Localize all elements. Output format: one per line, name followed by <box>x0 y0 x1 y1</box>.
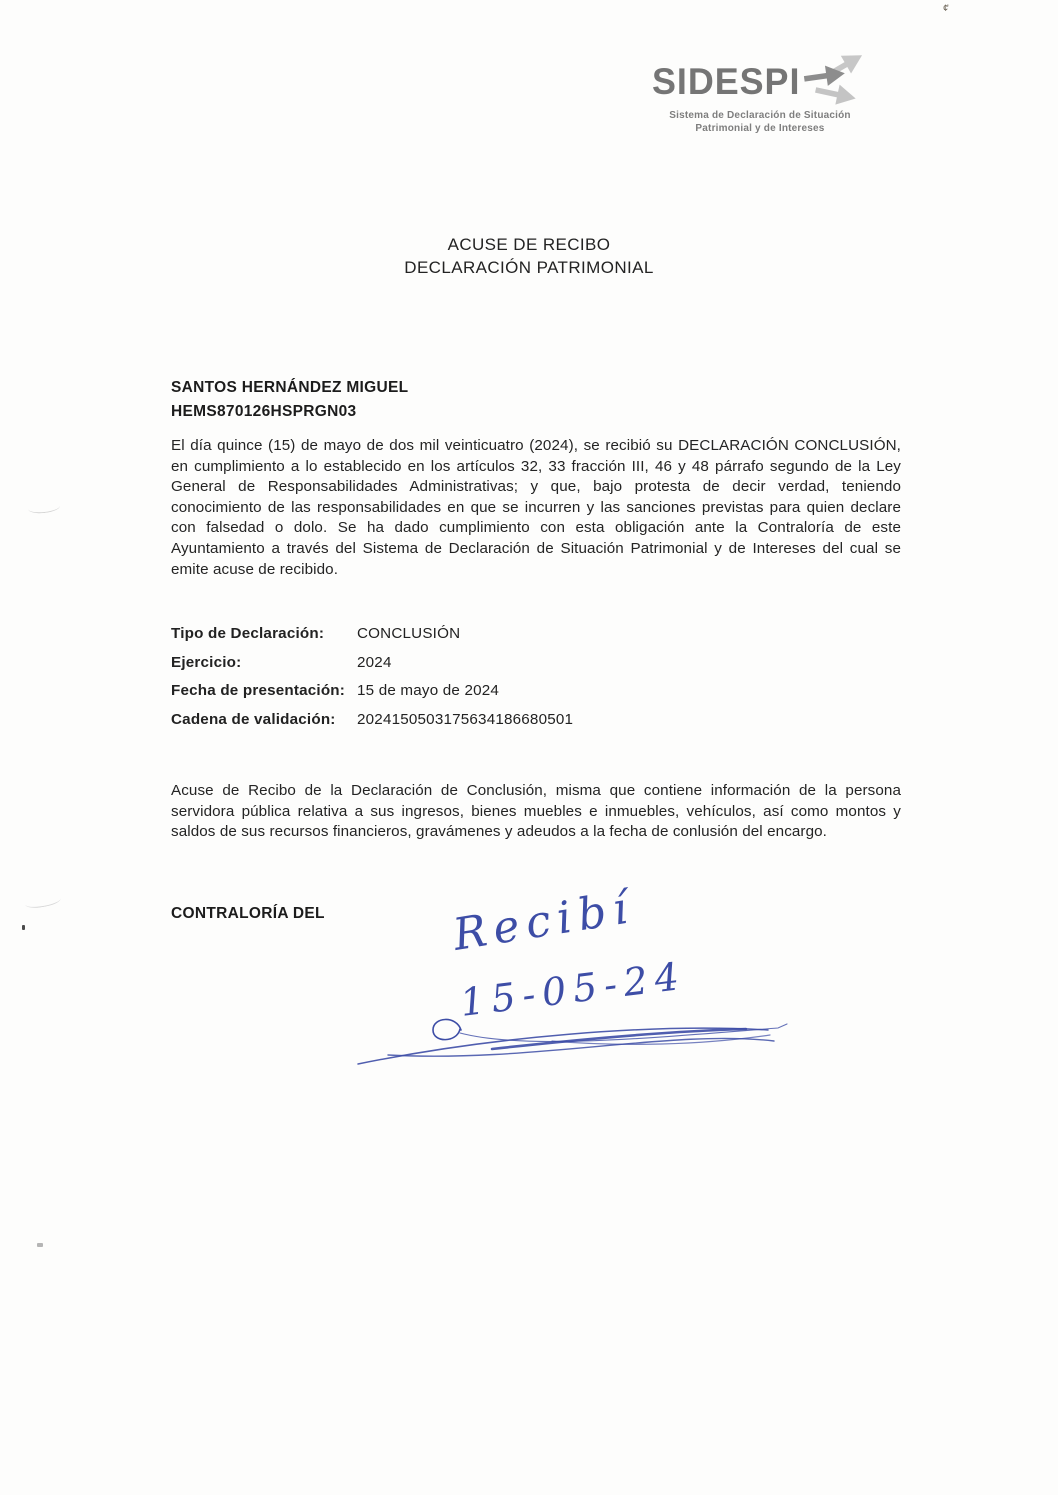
document-title-line2: DECLARACIÓN PATRIMONIAL <box>404 258 654 277</box>
logo-subtitle-line2: Patrimonial y de Intereses <box>695 123 825 134</box>
field-value-tipo: CONCLUSIÓN <box>357 625 461 642</box>
handwritten-date: 15-05-24 <box>457 953 689 1025</box>
scan-artifact-dot <box>37 1243 43 1247</box>
declaration-fields <box>171 624 573 730</box>
field-label-fecha: Fecha de presentación: <box>171 682 346 699</box>
summary-paragraph: Acuse de Recibo de la Declaración de Conclusión, misma que contiene información de la persona servidora pública relativa a sus ingresos, bienes muebles e inmuebles, vehículos, así como montos y saldos de sus recursos financieros, gravámenes y adeudos a la fecha de conlusión del encargo. <box>171 782 901 841</box>
handwriting-block <box>340 880 810 1090</box>
signature-scribble <box>358 1019 787 1064</box>
document-title-line1: ACUSE DE RECIBO <box>447 235 611 254</box>
field-label-tipo: Tipo de Declaración: <box>171 625 325 642</box>
document-title <box>0 233 1058 279</box>
scan-artifact-arc <box>24 893 61 910</box>
scan-artifact-arc <box>28 500 61 514</box>
field-value-cadena: 2024150503175634186680501 <box>357 710 574 728</box>
field-value-ejercicio: 2024 <box>357 653 392 671</box>
declarant-id: HEMS870126HSPRGN03 <box>171 403 357 420</box>
declarant-name: SANTOS HERNÁNDEZ MIGUEL <box>171 379 409 396</box>
field-label-ejercicio: Ejercicio: <box>171 653 242 671</box>
field-value-fecha: 15 de mayo de 2024 <box>357 682 500 699</box>
logo-subtitle-line1: Sistema de Declaración de Situación <box>669 110 851 121</box>
contraloria-label: CONTRALORÍA DEL <box>171 905 325 922</box>
sidespi-logo <box>652 56 868 135</box>
sidespi-arrows-icon <box>801 50 868 108</box>
scan-artifact-dot <box>22 925 25 930</box>
field-label-cadena: Cadena de validación: <box>171 710 336 728</box>
declarant-block <box>171 376 408 424</box>
handwritten-recibi: Recibí <box>449 882 638 961</box>
receipt-paragraph: El día quince (15) de mayo de dos mil veinticuatro (2024), se recibió su DECLARACIÓN CONCLUSIÓN, en cumplimiento a lo establecido en los artículos 32, 33 fracción III, 46 y 48 párrafo segundo de la Ley General de Responsabilidades Administrativas; y que, bajo protesta de decir verdad, teniendo conocimiento de las responsabilidades en que se incurren y las sanciones previstas para quien declare con falsedad o dolo. Se ha dado cumplimiento con esta obligación ante la Contraloría de este Ayuntamiento a través del Sistema de Declaración de Situación Patrimonial y de Intereses del cual se emite acuse de recibido. <box>171 437 901 578</box>
sidespi-wordmark: SIDESPI <box>652 61 801 102</box>
scan-artifact-corner-mark: ¢' <box>943 3 948 13</box>
